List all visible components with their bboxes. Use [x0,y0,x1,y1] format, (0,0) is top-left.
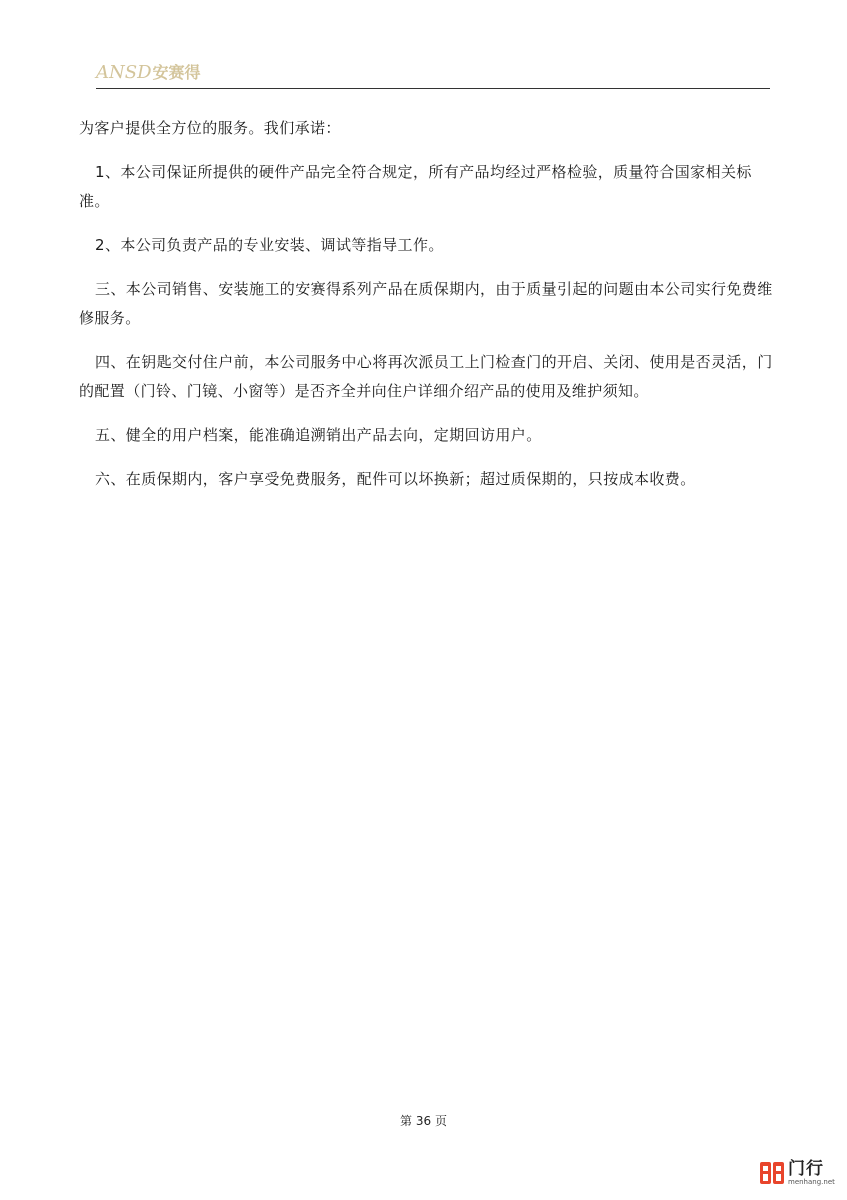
logo-chinese-text: 安赛得 [152,63,201,82]
page-header [96,58,770,88]
watermark-url: menhang.net [788,1178,835,1186]
commitment-6: 六、在质保期内，客户享受免费服务，配件可以坏换新；超过质保期的，只按成本收费。 [95,470,696,488]
menhang-logo-icon [759,1160,785,1186]
ansd-logo [96,60,201,83]
document-body [79,114,773,509]
intro-paragraph: 为客户提供全方位的服务。我们承诺： [79,119,341,137]
header-divider [96,88,770,89]
commitment-5: 五、健全的用户档案，能准确追溯销出产品去向，定期回访用户。 [95,426,542,444]
menhang-watermark [759,1160,835,1186]
commitment-1: 1、本公司保证所提供的硬件产品完全符合规定，所有产品均经过严格检验，质量符合国家相关标准。 [79,163,752,210]
watermark-name: 门行 [788,1159,824,1179]
logo-latin-text: ANSD [96,62,152,83]
commitment-3: 三、本公司销售、安装施工的安赛得系列产品在质保期内，由于质量引起的问题由本公司实行免费维修服务。 [79,280,773,327]
commitment-4: 四、在钥匙交付住户前，本公司服务中心将再次派员工上门检查门的开启、关闭、使用是否灵活，门的配置（门铃、门镜、小窗等）是否齐全并向住户详细介绍产品的使用及维护须知。 [79,353,773,400]
commitment-2: 2、本公司负责产品的专业安装、调试等指导工作。 [95,236,444,254]
page-number: 第 36 页 [400,1114,447,1128]
